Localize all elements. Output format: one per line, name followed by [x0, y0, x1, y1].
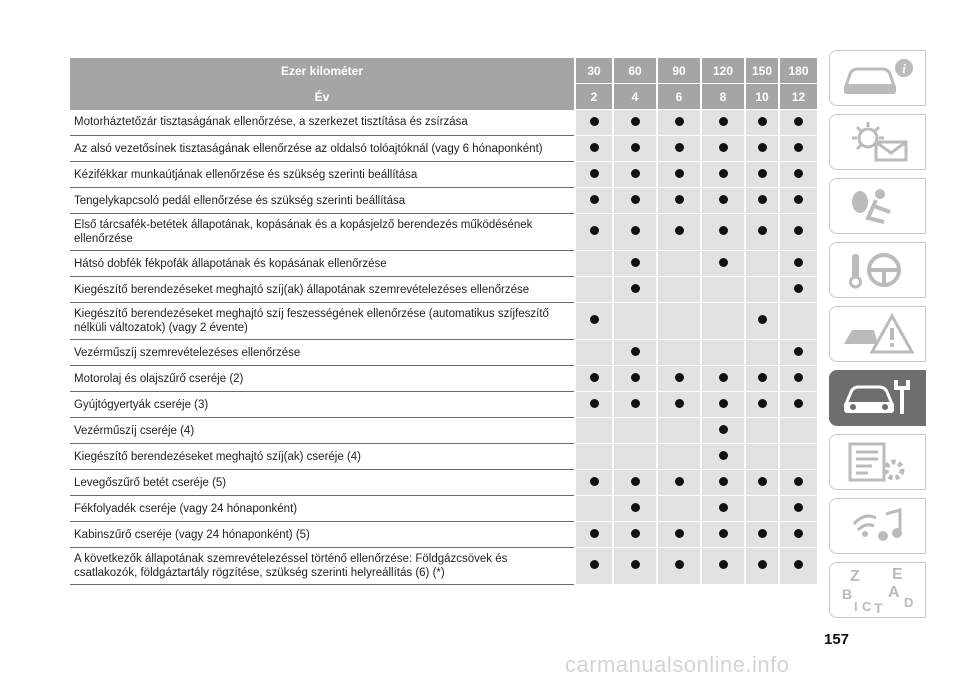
interval-cell: [745, 136, 779, 162]
table-row: [70, 303, 817, 340]
tab-technical-data[interactable]: [829, 434, 926, 490]
table-row: [70, 470, 817, 496]
interval-cell: [575, 366, 613, 392]
interval-cell: [657, 418, 701, 444]
check-dot: [758, 560, 767, 569]
interval-cell: [613, 496, 657, 522]
interval-cell: [779, 418, 817, 444]
check-dot: [590, 117, 599, 126]
interval-cell: [613, 277, 657, 303]
check-dot: [631, 373, 640, 382]
check-dot: [590, 529, 599, 538]
table-row: [70, 522, 817, 548]
interval-cell: [701, 136, 745, 162]
check-dot: [794, 258, 803, 267]
interval-cell: [613, 303, 657, 340]
index-letter: T: [873, 600, 883, 615]
check-dot: [758, 226, 767, 235]
check-dot: [758, 117, 767, 126]
interval-cell: [779, 251, 817, 277]
interval-cell: [745, 366, 779, 392]
interval-cell: [745, 110, 779, 136]
year-value: 10: [745, 84, 779, 110]
interval-cell: [701, 251, 745, 277]
check-dot: [590, 315, 599, 324]
maintenance-item-text: Motorolaj és olajszűrő cseréje (2): [70, 366, 575, 392]
year-value: 2: [575, 84, 613, 110]
interval-cell: [701, 418, 745, 444]
check-dot: [675, 195, 684, 204]
check-dot: [631, 477, 640, 486]
interval-cell: [701, 214, 745, 251]
check-dot: [758, 477, 767, 486]
svg-text:i: i: [901, 61, 906, 76]
table-row: [70, 110, 817, 136]
interval-cell: [575, 496, 613, 522]
interval-cell: [701, 340, 745, 366]
interval-cell: [613, 548, 657, 585]
table-row: [70, 340, 817, 366]
check-dot: [631, 143, 640, 152]
check-dot: [794, 195, 803, 204]
interval-cell: [745, 418, 779, 444]
check-dot: [590, 477, 599, 486]
km-value: 30: [575, 58, 613, 84]
interval-cell: [575, 303, 613, 340]
check-dot: [675, 143, 684, 152]
interval-cell: [657, 470, 701, 496]
interval-cell: [613, 392, 657, 418]
check-dot: [590, 373, 599, 382]
table-row: [70, 188, 817, 214]
check-dot: [719, 373, 728, 382]
interval-cell: [701, 548, 745, 585]
index-letter: E: [891, 566, 903, 583]
interval-cell: [575, 522, 613, 548]
table-row: [70, 136, 817, 162]
table-row: [70, 366, 817, 392]
interval-cell: [657, 444, 701, 470]
check-dot: [758, 169, 767, 178]
interval-cell: [745, 188, 779, 214]
check-dot: [719, 195, 728, 204]
check-dot: [675, 399, 684, 408]
check-dot: [590, 226, 599, 235]
maintenance-item-text: Vezérműszíj szemrevételezéses ellenőrzése: [70, 340, 575, 366]
check-dot: [631, 560, 640, 569]
check-dot: [631, 169, 640, 178]
interval-cell: [779, 444, 817, 470]
check-dot: [794, 117, 803, 126]
check-dot: [590, 560, 599, 569]
check-dot: [794, 143, 803, 152]
header-row-year: [70, 84, 817, 110]
check-dot: [631, 117, 640, 126]
interval-cell: [613, 522, 657, 548]
interval-cell: [745, 470, 779, 496]
check-dot: [719, 425, 728, 434]
index-letter: Z: [849, 568, 860, 585]
km-value: 150: [745, 58, 779, 84]
interval-cell: [745, 522, 779, 548]
interval-cell: [657, 188, 701, 214]
table-row: [70, 444, 817, 470]
check-dot: [631, 226, 640, 235]
year-value: 8: [701, 84, 745, 110]
interval-cell: [657, 496, 701, 522]
interval-cell: [701, 444, 745, 470]
tab-warnings[interactable]: [829, 114, 926, 170]
check-dot: [719, 503, 728, 512]
chapter-sidebar: [829, 50, 926, 626]
interval-cell: [701, 188, 745, 214]
year-label: Év: [70, 84, 575, 110]
car-info-icon: [838, 56, 918, 100]
interval-cell: [575, 162, 613, 188]
interval-cell: [779, 548, 817, 585]
year-value: 6: [657, 84, 701, 110]
check-dot: [794, 284, 803, 293]
km-value: 120: [701, 58, 745, 84]
interval-cell: [701, 162, 745, 188]
interval-cell: [701, 366, 745, 392]
index-letters-icon: [838, 565, 918, 615]
check-dot: [590, 399, 599, 408]
interval-cell: [613, 188, 657, 214]
tab-index[interactable]: [829, 562, 926, 618]
interval-cell: [779, 303, 817, 340]
interval-cell: [575, 277, 613, 303]
table-row: [70, 162, 817, 188]
interval-cell: [575, 188, 613, 214]
interval-cell: [575, 214, 613, 251]
maintenance-item-text: Kabinszűrő cseréje (vagy 24 hónaponként) (5): [70, 522, 575, 548]
interval-cell: [657, 162, 701, 188]
check-dot: [719, 143, 728, 152]
maintenance-item-text: Kézifékkar munkaútjának ellenőrzése és szükség szerinti beállítása: [70, 162, 575, 188]
check-dot: [675, 529, 684, 538]
km-value: 90: [657, 58, 701, 84]
interval-cell: [701, 303, 745, 340]
check-dot: [758, 373, 767, 382]
maintenance-table: [70, 58, 817, 585]
index-letter: A: [887, 584, 900, 601]
check-dot: [758, 529, 767, 538]
check-dot: [675, 373, 684, 382]
check-dot: [590, 195, 599, 204]
warning-light-message-icon: [838, 120, 918, 164]
interval-cell: [745, 548, 779, 585]
check-dot: [675, 477, 684, 486]
interval-cell: [745, 277, 779, 303]
table-row: [70, 496, 817, 522]
check-dot: [590, 169, 599, 178]
car-wrench-icon: [838, 376, 918, 420]
table-row: [70, 392, 817, 418]
interval-cell: [779, 162, 817, 188]
check-dot: [794, 399, 803, 408]
interval-cell: [701, 392, 745, 418]
check-dot: [631, 347, 640, 356]
check-dot: [758, 143, 767, 152]
index-letter: B: [841, 586, 852, 602]
interval-cell: [575, 392, 613, 418]
interval-cell: [779, 110, 817, 136]
interval-cell: [779, 496, 817, 522]
interval-cell: [701, 110, 745, 136]
check-dot: [719, 477, 728, 486]
check-dot: [719, 560, 728, 569]
interval-cell: [779, 340, 817, 366]
year-value: 12: [779, 84, 817, 110]
maintenance-item-text: Első tárcsafék-betétek állapotának, kopásának és a kopásjelző berendezés működésének ellenőrzése: [70, 214, 575, 251]
check-dot: [675, 117, 684, 126]
index-letter: I: [853, 599, 858, 614]
tab-safety[interactable]: [829, 178, 926, 234]
interval-cell: [779, 366, 817, 392]
interval-cell: [657, 136, 701, 162]
maintenance-item-text: Vezérműszíj cseréje (4): [70, 418, 575, 444]
watermark: carmanualsonline.info: [565, 652, 790, 677]
interval-cell: [745, 444, 779, 470]
table-row: [70, 548, 817, 585]
maintenance-item-text: Fékfolyadék cseréje (vagy 24 hónaponként): [70, 496, 575, 522]
maintenance-item-text: Levegőszűrő betét cseréje (5): [70, 470, 575, 496]
interval-cell: [779, 136, 817, 162]
interval-cell: [779, 188, 817, 214]
maintenance-item-text: Tengelykapcsoló pedál ellenőrzése és szükség szerinti beállítása: [70, 188, 575, 214]
check-dot: [758, 315, 767, 324]
check-dot: [631, 503, 640, 512]
accident-warning-triangle-icon: [838, 312, 918, 356]
key-steering-wheel-icon: [838, 248, 918, 292]
interval-cell: [745, 162, 779, 188]
maintenance-item-text: Motorháztetőzár tisztaságának ellenőrzése, a szerkezet tisztítása és zsírzása: [70, 110, 575, 136]
interval-cell: [657, 392, 701, 418]
check-dot: [675, 169, 684, 178]
km-value: 180: [779, 58, 817, 84]
tab-maintenance[interactable]: [829, 370, 926, 426]
interval-cell: [613, 366, 657, 392]
check-dot: [794, 477, 803, 486]
interval-cell: [613, 251, 657, 277]
table-row: [70, 251, 817, 277]
interval-cell: [657, 522, 701, 548]
interval-cell: [657, 277, 701, 303]
check-dot: [631, 195, 640, 204]
interval-cell: [657, 303, 701, 340]
interval-cell: [613, 340, 657, 366]
specifications-gear-icon: [838, 440, 918, 484]
check-dot: [794, 226, 803, 235]
tab-multimedia[interactable]: [829, 498, 926, 554]
interval-cell: [657, 366, 701, 392]
maintenance-item-text: Kiegészítő berendezéseket meghajtó szíj feszességének ellenőrzése (automatikus szíjfeszítő nélküli változatok) (vagy 2 évente): [70, 303, 575, 340]
tab-starting[interactable]: [829, 242, 926, 298]
interval-cell: [613, 470, 657, 496]
interval-cell: [701, 496, 745, 522]
interval-cell: [657, 214, 701, 251]
header-row-km: [70, 58, 817, 84]
interval-cell: [575, 340, 613, 366]
interval-cell: [575, 470, 613, 496]
interval-cell: [745, 214, 779, 251]
interval-cell: [575, 110, 613, 136]
table-row: [70, 418, 817, 444]
interval-cell: [575, 136, 613, 162]
check-dot: [794, 373, 803, 382]
interval-cell: [779, 470, 817, 496]
maintenance-item-text: Gyújtógyertyák cseréje (3): [70, 392, 575, 418]
interval-cell: [701, 470, 745, 496]
check-dot: [758, 399, 767, 408]
check-dot: [794, 560, 803, 569]
check-dot: [719, 117, 728, 126]
interval-cell: [745, 496, 779, 522]
interval-cell: [657, 110, 701, 136]
interval-cell: [613, 444, 657, 470]
index-letter: C: [861, 599, 871, 614]
interval-cell: [575, 548, 613, 585]
check-dot: [675, 560, 684, 569]
check-dot: [719, 169, 728, 178]
check-dot: [675, 226, 684, 235]
interval-cell: [779, 522, 817, 548]
interval-cell: [745, 303, 779, 340]
tab-dashboard[interactable]: [829, 50, 926, 106]
check-dot: [794, 503, 803, 512]
interval-cell: [657, 251, 701, 277]
multimedia-music-icon: [838, 504, 918, 548]
maintenance-item-text: Kiegészítő berendezéseket meghajtó szíj(ak) cseréje (4): [70, 444, 575, 470]
check-dot: [794, 169, 803, 178]
km-label: Ezer kilométer: [70, 58, 575, 84]
check-dot: [794, 347, 803, 356]
interval-cell: [575, 444, 613, 470]
table-row: [70, 214, 817, 251]
interval-cell: [575, 251, 613, 277]
interval-cell: [613, 162, 657, 188]
interval-cell: [779, 392, 817, 418]
check-dot: [631, 529, 640, 538]
interval-cell: [657, 340, 701, 366]
maintenance-item-text: A következők állapotának szemrevételezéssel történő ellenőrzése: Földgázcsövek és csatlakozók, földgáztartály rögzítése, szükség szerinti helyreállítás (6) (*): [70, 548, 575, 585]
check-dot: [719, 529, 728, 538]
interval-cell: [613, 214, 657, 251]
tab-emergency[interactable]: [829, 306, 926, 362]
check-dot: [758, 195, 767, 204]
interval-cell: [745, 340, 779, 366]
interval-cell: [701, 277, 745, 303]
interval-cell: [613, 110, 657, 136]
interval-cell: [779, 214, 817, 251]
km-value: 60: [613, 58, 657, 84]
maintenance-item-text: Kiegészítő berendezéseket meghajtó szíj(ak) állapotának szemrevételezéses ellenőrzése: [70, 277, 575, 303]
year-value: 4: [613, 84, 657, 110]
check-dot: [719, 226, 728, 235]
check-dot: [631, 284, 640, 293]
maintenance-item-text: Az alsó vezetősínek tisztaságának ellenőrzése az oldalsó tolóajtóknál (vagy 6 hónaponként): [70, 136, 575, 162]
table-row: [70, 277, 817, 303]
check-dot: [794, 529, 803, 538]
interval-cell: [745, 251, 779, 277]
airbag-seat-icon: [838, 184, 918, 228]
interval-cell: [701, 522, 745, 548]
check-dot: [631, 258, 640, 267]
check-dot: [719, 258, 728, 267]
interval-cell: [745, 392, 779, 418]
check-dot: [719, 451, 728, 460]
interval-cell: [575, 418, 613, 444]
check-dot: [631, 399, 640, 408]
maintenance-item-text: Hátsó dobfék fékpofák állapotának és kopásának ellenőrzése: [70, 251, 575, 277]
page-number: 157: [824, 631, 850, 648]
interval-cell: [657, 548, 701, 585]
interval-cell: [613, 418, 657, 444]
check-dot: [719, 399, 728, 408]
index-letter: D: [903, 595, 913, 610]
interval-cell: [613, 136, 657, 162]
check-dot: [590, 143, 599, 152]
interval-cell: [779, 277, 817, 303]
